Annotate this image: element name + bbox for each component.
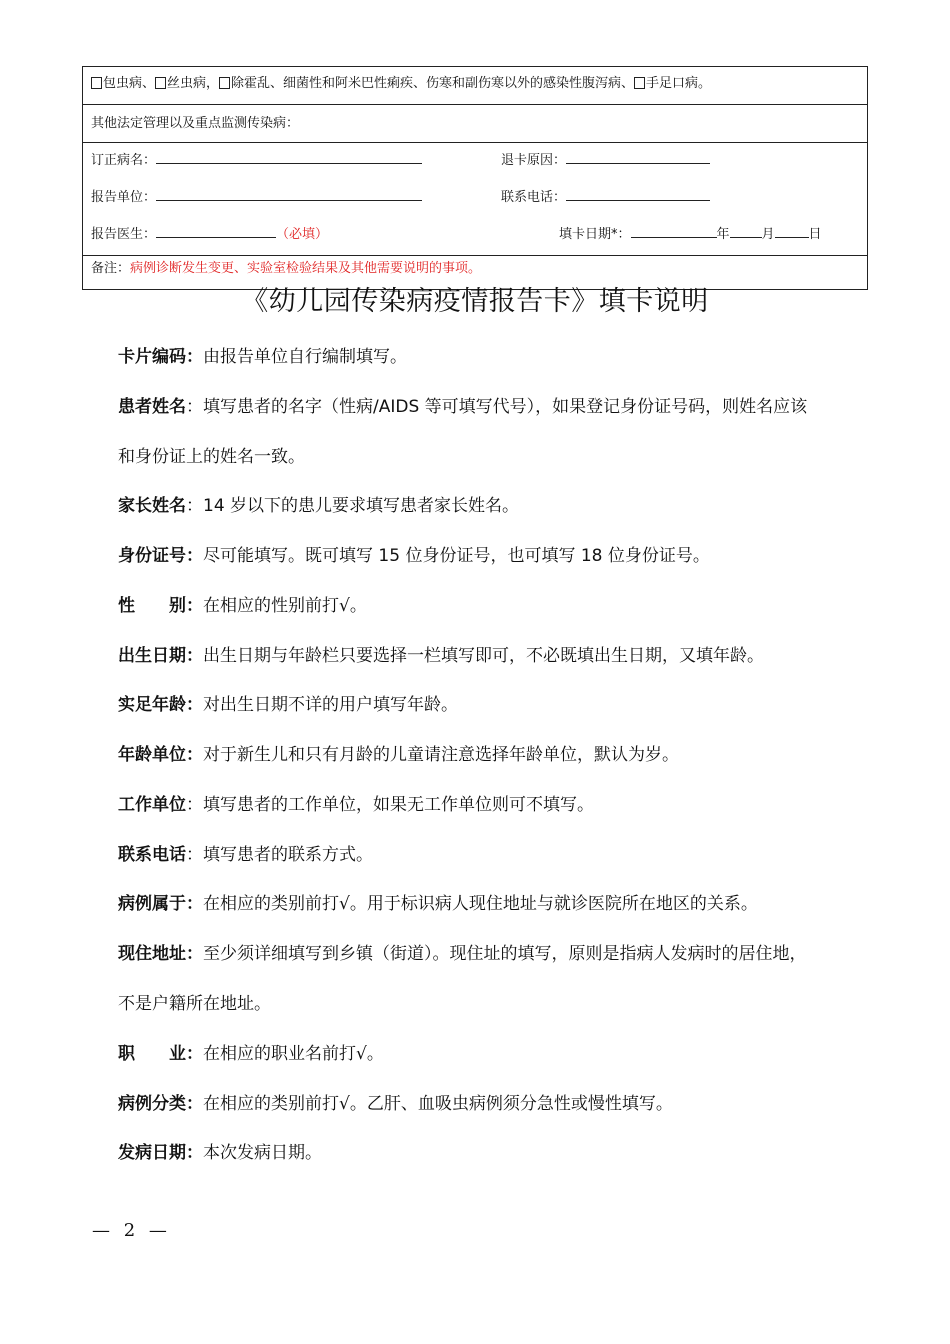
checkbox-infectious-diarrhea[interactable] (219, 77, 230, 89)
term-label: 卡片编码： (118, 347, 203, 367)
instruction-gender (118, 595, 878, 617)
other-diseases-label: 其他法定管理以及重点监测传染病： (91, 116, 300, 131)
option-filariasis: 丝虫病， (167, 76, 220, 91)
term-text: 在相应的性别前打√。 (203, 596, 367, 616)
report-unit-field[interactable] (156, 188, 422, 201)
instruction-card-code (118, 346, 878, 368)
instruction-patient-name (118, 396, 878, 418)
page-title: 《幼儿园传染病疫情报告卡》填卡说明 (241, 286, 709, 317)
month-label: 月 (761, 227, 775, 242)
instruction-work-unit (118, 794, 878, 816)
term-text: ：填写患者的名字（性病/AIDS 等可填写代号），如果登记身份证号码，则姓名应该 (186, 397, 808, 417)
instruction-birth-date (118, 645, 878, 667)
term-label: 年龄单位： (118, 745, 203, 765)
term-text: 在相应的类别前打√。乙肝、血吸虫病例须分急性或慢性填写。 (203, 1094, 673, 1114)
other-diseases-row (83, 104, 867, 143)
remark-text: 病例诊断发生变更、实验室检验结果及其他需要说明的事项。 (130, 261, 482, 276)
instruction-patient-name-cont (118, 446, 878, 468)
checkbox-filariasis[interactable] (155, 77, 166, 89)
instruction-id-number (118, 545, 878, 567)
term-label: 病例属于： (118, 894, 203, 914)
instruction-current-address (118, 943, 878, 965)
instruction-case-belongs (118, 893, 878, 915)
term-text: 至少须详细填写到乡镇（街道）。现住址的填写，原则是指病人发病时的居住地， (203, 944, 807, 964)
term-text: ：填写患者的工作单位，如果无工作单位则可不填写。 (186, 795, 594, 815)
contact-phone-label: 联系电话： (501, 190, 567, 205)
term-label: 发病日期： (118, 1143, 203, 1163)
return-reason-label: 退卡原因： (501, 153, 567, 168)
instruction-age-unit (118, 744, 878, 766)
option-echinococcosis: 包虫病、 (103, 76, 156, 91)
term-text: 本次发病日期。 (203, 1143, 322, 1163)
remark-label: 备注： (91, 261, 131, 276)
instruction-onset-date (118, 1142, 878, 1164)
term-text: ：14 岁以下的患儿要求填写患者家长姓名。 (186, 496, 520, 516)
instruction-occupation (118, 1043, 878, 1065)
instruction-parent-name (118, 495, 878, 517)
term-text: 出生日期与年龄栏只要选择一栏填写即可，不必既填出生日期，又填年龄。 (203, 646, 764, 666)
instruction-actual-age (118, 694, 878, 716)
term-label: 家长姓名 (118, 496, 186, 516)
term-label: 职 业： (118, 1044, 203, 1064)
fill-date-month-field[interactable] (730, 225, 762, 238)
disease-checkbox-row (83, 67, 867, 105)
term-text: 在相应的职业名前打√。 (203, 1044, 384, 1064)
report-doctor-label: 报告医生： (91, 227, 157, 242)
term-text: 不是户籍所在地址。 (118, 994, 271, 1014)
option-infectious-diarrhea: 除霍乱、细菌性和阿米巴性痢疾、伤寒和副伤寒以外的感染性腹泻病、 (231, 76, 635, 91)
term-label: 身份证号： (118, 546, 203, 566)
term-label: 实足年龄： (118, 695, 203, 715)
report-doctor-field[interactable] (156, 225, 276, 238)
corrected-disease-field[interactable] (156, 151, 422, 164)
term-label: 性 别： (118, 596, 203, 616)
report-unit-label: 报告单位： (91, 190, 157, 205)
fill-date-day-field[interactable] (775, 225, 809, 238)
term-text: 对于新生儿和只有月龄的儿童请注意选择年龄单位，默认为岁。 (203, 745, 679, 765)
term-label: 工作单位 (118, 795, 186, 815)
term-text: ：填写患者的联系方式。 (186, 845, 373, 865)
checkbox-echinococcosis[interactable] (91, 77, 102, 89)
report-card-form (82, 66, 868, 290)
term-label: 联系电话 (118, 845, 186, 865)
contact-phone-field[interactable] (566, 188, 710, 201)
term-text: 和身份证上的姓名一致。 (118, 447, 305, 467)
term-label: 出生日期： (118, 646, 203, 666)
instruction-contact-phone (118, 844, 878, 866)
term-text: 在相应的类别前打√。用于标识病人现住地址与就诊医院所在地区的关系。 (203, 894, 758, 914)
option-hfmd: 手足口病。 (646, 76, 712, 91)
day-label: 日 (808, 227, 822, 242)
term-text: 对出生日期不详的用户填写年龄。 (203, 695, 458, 715)
report-info-block (83, 142, 867, 256)
term-label: 现住地址： (118, 944, 203, 964)
term-text: 由报告单位自行编制填写。 (203, 347, 407, 367)
fill-date-year-field[interactable] (631, 225, 717, 238)
term-text: 尽可能填写。既可填写 15 位身份证号，也可填写 18 位身份证号。 (203, 546, 710, 566)
term-label: 患者姓名 (118, 397, 186, 417)
page-number: — 2 — (92, 1220, 171, 1241)
instruction-current-address-cont (118, 993, 878, 1015)
fill-date-label: 填卡日期*： (559, 227, 631, 242)
checkbox-hfmd[interactable] (634, 77, 645, 89)
corrected-disease-label: 订正病名： (91, 153, 157, 168)
term-label: 病例分类： (118, 1094, 203, 1114)
year-label: 年 (716, 227, 730, 242)
required-note: （必填） (276, 227, 329, 242)
instruction-case-classification (118, 1093, 878, 1115)
return-reason-field[interactable] (566, 151, 710, 164)
